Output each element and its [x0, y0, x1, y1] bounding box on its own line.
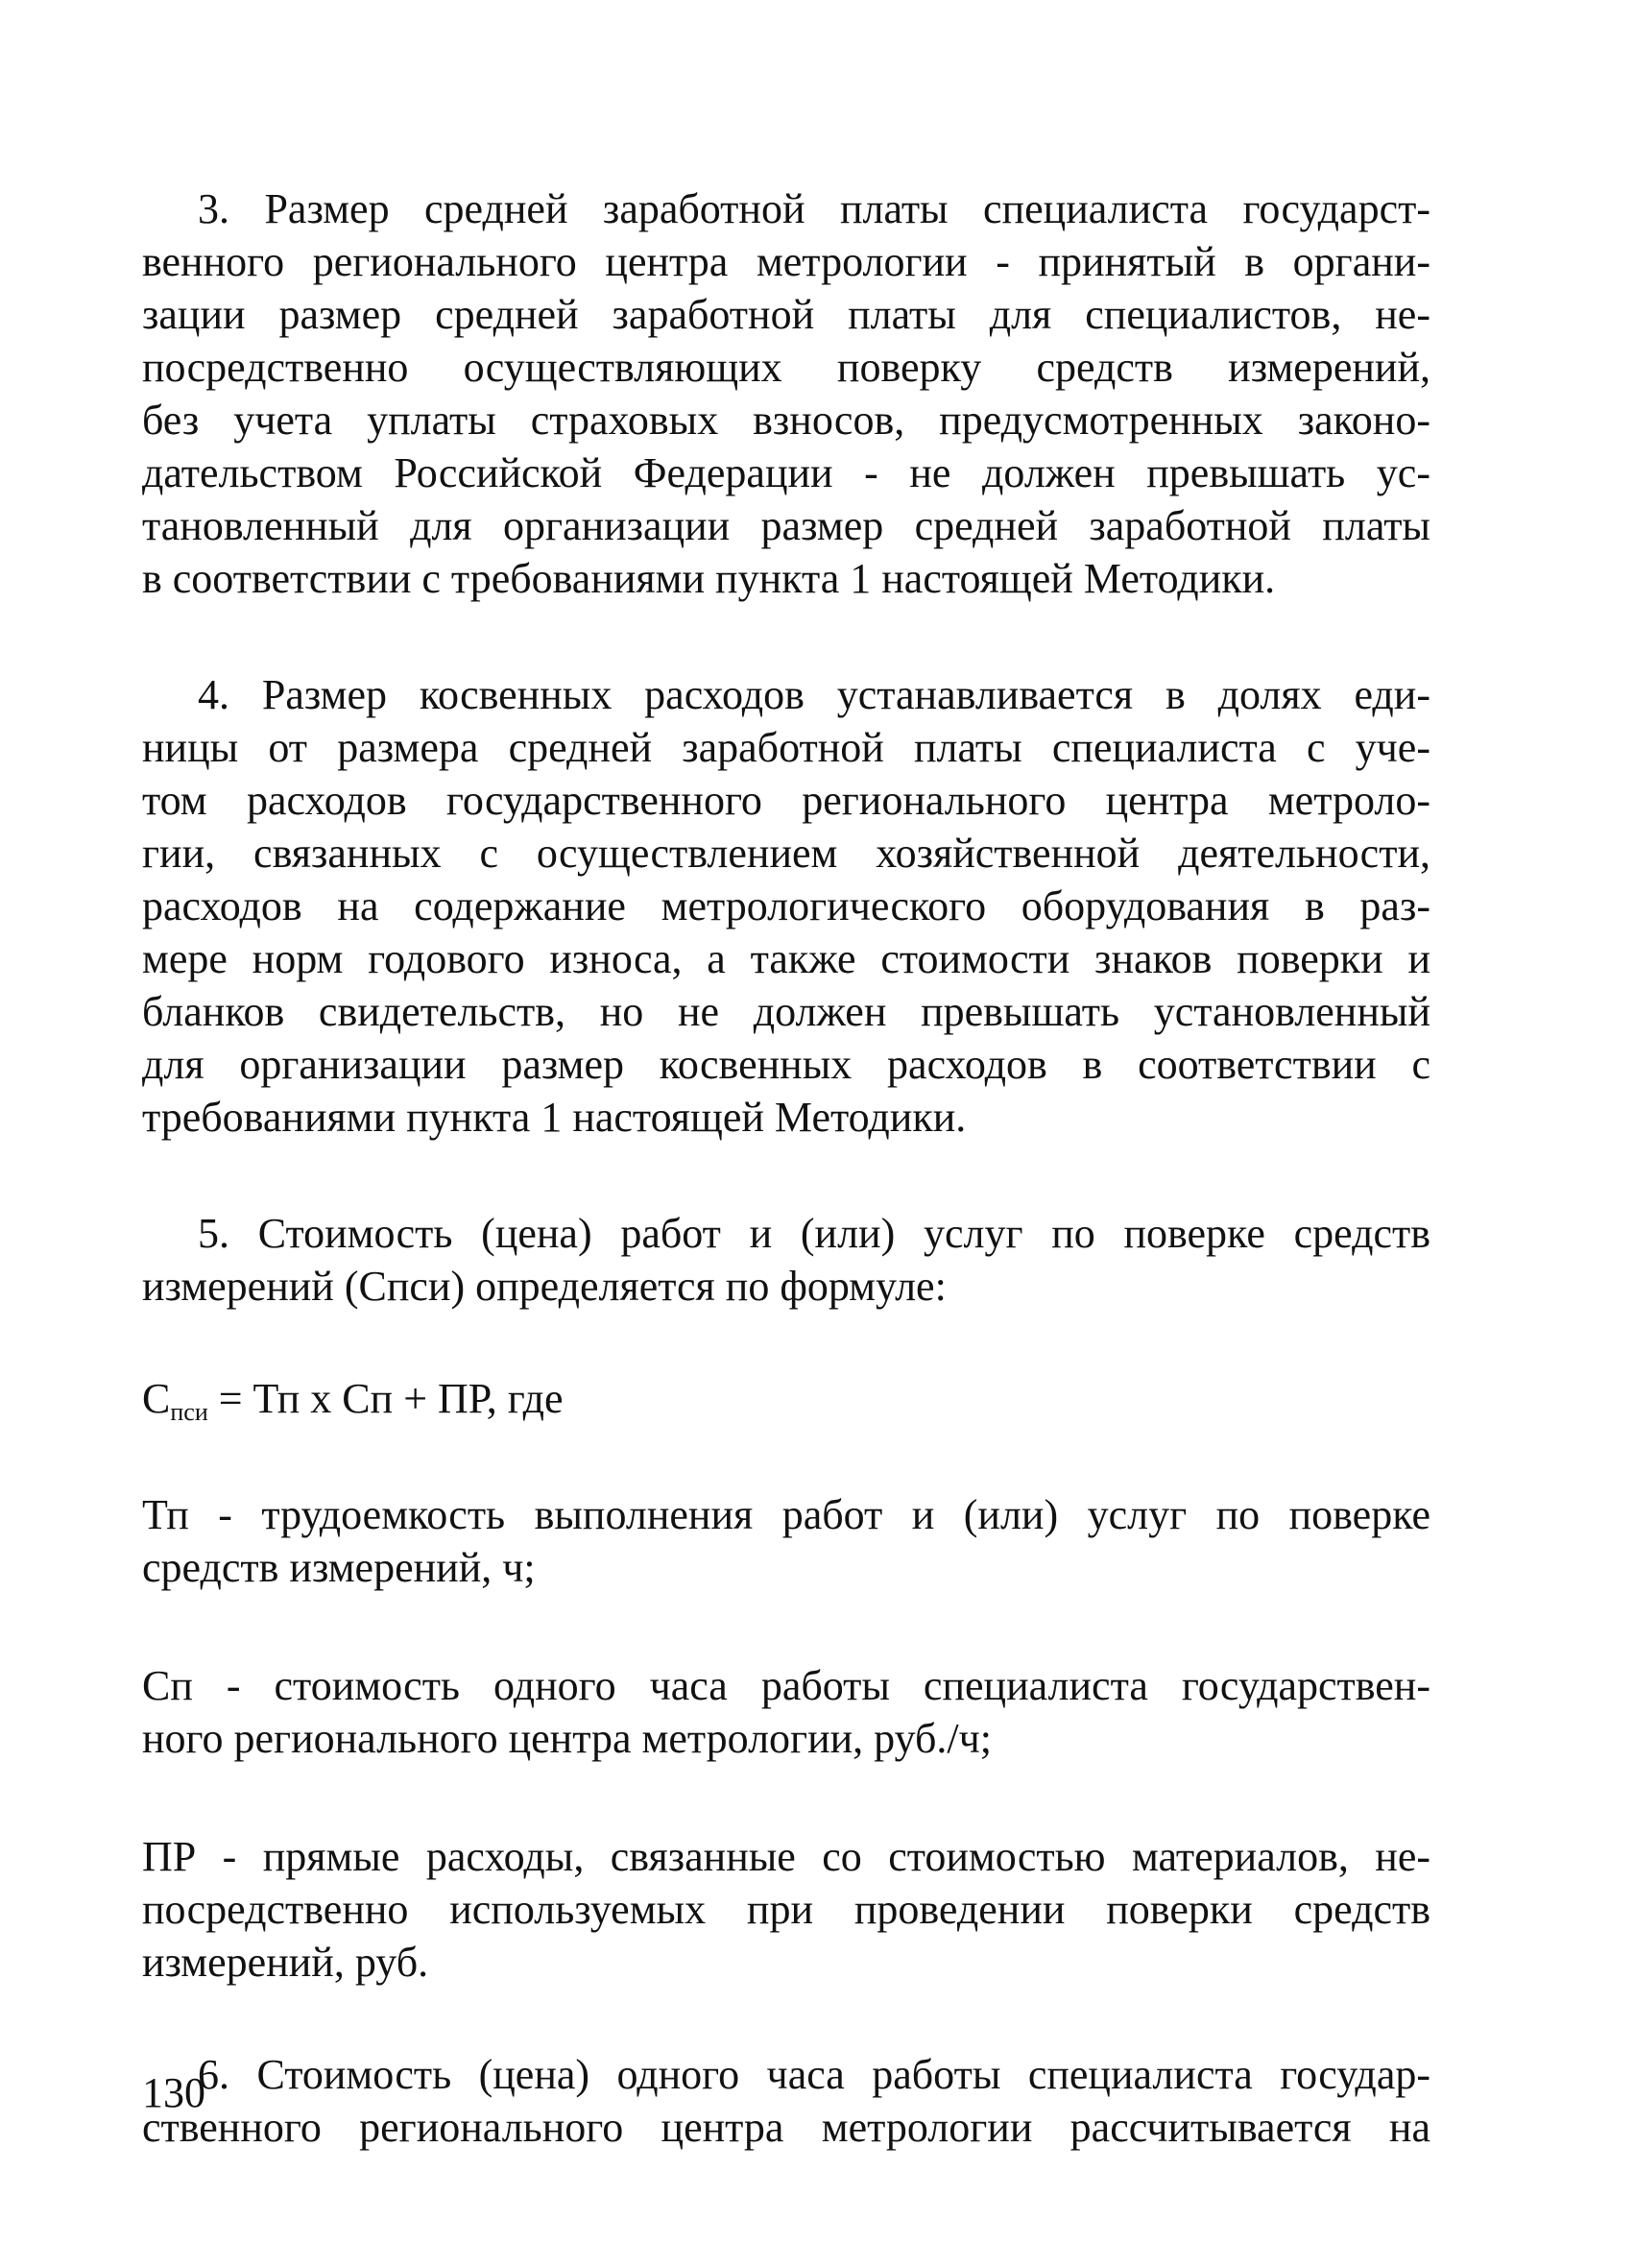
text-line: посредственно используемых при проведении поверки средств [142, 1886, 1430, 1933]
text-line: посредственно осуществляющих поверку средств измерений, [142, 344, 1430, 391]
document-page [142, 182, 1430, 2154]
text-line: измерений (Спси) определяется по формуле: [142, 1263, 947, 1310]
text-line: средств измерений, ч; [142, 1544, 536, 1591]
text-line: зации размер средней заработной платы для специалистов, не- [142, 291, 1430, 338]
text-line: дательством Российской Федерации - не должен превышать ус- [142, 449, 1430, 496]
paragraph-6 [142, 2048, 1430, 2154]
definition-pr [142, 1830, 1430, 1989]
definition-tp [142, 1488, 1430, 1594]
formula-base: С [142, 1375, 171, 1422]
text-line: требованиями пункта 1 настоящей Методики. [142, 1094, 967, 1141]
formula-subscript: пси [170, 1398, 208, 1426]
text-line: Тп - трудоемкость выполнения работ и (или) услуг по поверке [142, 1491, 1430, 1538]
text-line: ницы от размера средней заработной платы специалиста с уче- [142, 724, 1430, 771]
text-line: мере норм годового износа, а также стоимости знаков поверки и [142, 935, 1430, 982]
text-line: 6. Стоимость (цена) одного часа работы специалиста государ- [198, 2051, 1430, 2098]
text-line: венного регионального центра метрологии - принятый в органи- [142, 238, 1430, 285]
text-line: без учета уплаты страховых взносов, предусмотренных законо- [142, 397, 1430, 444]
text-line: тановленный для организации размер средней заработной платы [142, 502, 1430, 549]
cost-formula [142, 1372, 1430, 1425]
text-line: ного регионального центра метрологии, руб./ч; [142, 1715, 992, 1762]
text-line: в соответствии с требованиями пункта 1 настоящей Методики. [142, 555, 1276, 602]
text-line: Сп - стоимость одного часа работы специалиста государствен- [142, 1662, 1430, 1709]
paragraph-5 [142, 1207, 1430, 1313]
paragraph-4 [142, 668, 1430, 1144]
definition-sp [142, 1659, 1430, 1765]
text-line: 3. Размер средней заработной платы специалиста государст- [198, 185, 1430, 232]
text-line: измерений, руб. [142, 1939, 429, 1986]
page-number: 130 [142, 2069, 205, 2116]
text-line: том расходов государственного регионального центра метроло- [142, 777, 1430, 824]
paragraph-3 [142, 182, 1430, 605]
text-line: ПР - прямые расходы, связанные со стоимостью материалов, не- [142, 1833, 1430, 1880]
text-line: бланков свидетельств, но не должен превышать установленный [142, 988, 1430, 1035]
text-line: гии, связанных с осуществлением хозяйственной деятельности, [142, 830, 1430, 877]
text-line: ственного регионального центра метрологии рассчитывается на [142, 2104, 1430, 2151]
formula-rest: = Тп х Сп + ПР, где [207, 1375, 564, 1422]
text-line: 5. Стоимость (цена) работ и (или) услуг по поверке средств [198, 1210, 1430, 1257]
text-line: для организации размер косвенных расходов в соответствии с [142, 1041, 1430, 1088]
text-line: 4. Размер косвенных расходов устанавливается в долях еди- [198, 671, 1430, 718]
text-line: расходов на содержание метрологического оборудования в раз- [142, 882, 1430, 929]
